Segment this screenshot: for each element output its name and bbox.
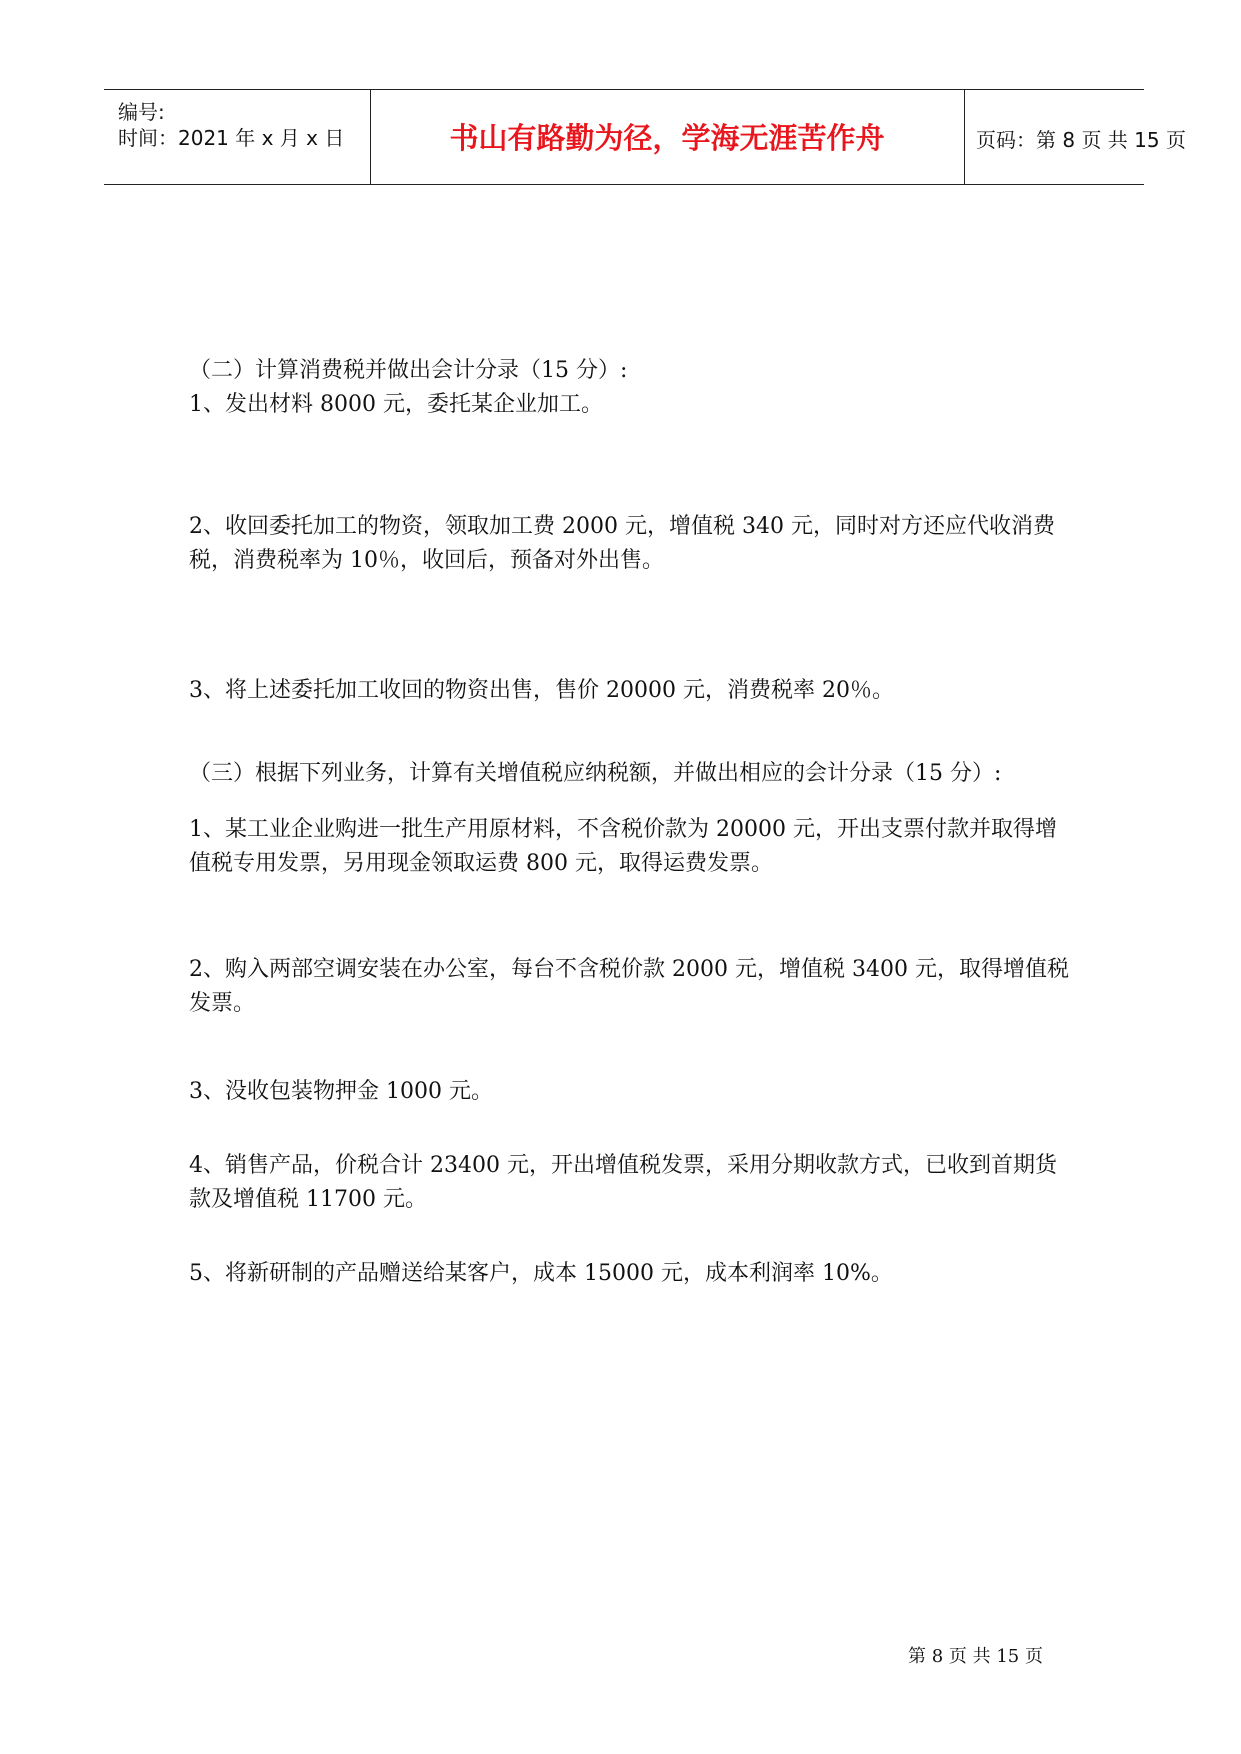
time-label: 时间：2021 年 x 月 x 日: [118, 126, 345, 150]
section-3-heading: （三）根据下列业务，计算有关增值税应纳税额，并做出相应的会计分录（15 分）:: [189, 761, 1002, 786]
header-right-cell: [964, 90, 1186, 184]
section-3-item-2: 2、购入两部空调安装在办公室，每台不含税价款 2000 元，增值税 3400 元，取得增值税发票。: [189, 957, 1069, 1016]
section-2-item-1: 1、发出材料 8000 元，委托某企业加工。: [189, 392, 603, 417]
document-body: [189, 354, 1069, 1291]
header-mid-cell: [370, 90, 965, 184]
page-header: [104, 89, 1186, 185]
header-left-cell: [104, 90, 371, 184]
section-2-heading: （二）计算消费税并做出会计分录（15 分）:: [189, 358, 628, 383]
section-2-item-2: 2、收回委托加工的物资，领取加工费 2000 元，增值税 340 元，同时对方还应代收消费税，消费税率为 10％，收回后，预备对外出售。: [189, 514, 1055, 573]
header-page-code: 页码：第 8 页 共 15 页: [976, 128, 1186, 152]
section-3-item-4: 4、销售产品，价税合计 23400 元，开出增值税发票，采用分期收款方式，已收到首期货款及增值税 11700 元。: [189, 1153, 1057, 1212]
section-2-item-3: 3、将上述委托加工收回的物资出售，售价 20000 元，消费税率 20％。: [189, 678, 894, 703]
header-motto: 书山有路勤为径，学海无涯苦作舟: [449, 121, 885, 155]
page-footer: 第 8 页 共 15 页: [908, 1646, 1043, 1667]
number-label: 编号:: [118, 100, 165, 124]
section-3-item-1: 1、某工业企业购进一批生产用原材料，不含税价款为 20000 元，开出支票付款并取得增值税专用发票，另用现金领取运费 800 元，取得运费发票。: [189, 817, 1057, 876]
section-3-item-3: 3、没收包装物押金 1000 元。: [189, 1079, 493, 1104]
section-3-item-5: 5、将新研制的产品赠送给某客户，成本 15000 元，成本利润率 10%。: [189, 1261, 893, 1286]
